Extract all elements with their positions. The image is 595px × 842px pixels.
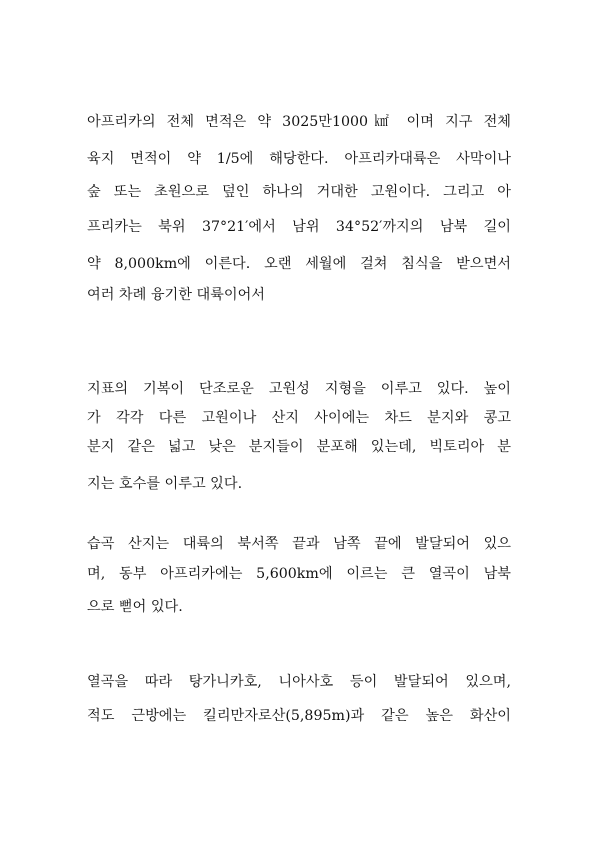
paragraph-2-line-2: 가 각각 다른 고원이나 산지 사이에는 차드 분지와 콩고 bbox=[87, 410, 511, 426]
paragraph-1-line-1: 아프리카의 전체 면적은 약 3025만1000㎢ 이며 지구 전체 bbox=[87, 114, 511, 130]
paragraph-2-line-1: 지표의 기복이 단조로운 고원성 지형을 이루고 있다. 높이 bbox=[87, 381, 511, 397]
paragraph-1-line-6: 여러 차례 융기한 대륙이어서 bbox=[87, 287, 265, 303]
paragraph-1-line-3: 숲 또는 초원으로 덮인 하나의 거대한 고원이다. 그리고 아 bbox=[87, 184, 511, 200]
paragraph-2-line-3: 분지 같은 넓고 낮은 분지들이 분포해 있는데, 빅토리아 분 bbox=[87, 439, 511, 455]
paragraph-3-line-1: 습곡 산지는 대륙의 북서쪽 끝과 남쪽 끝에 발달되어 있으 bbox=[87, 536, 511, 552]
paragraph-3-line-2: 며, 동부 아프리카에는 5,600km에 이르는 큰 열곡이 남북 bbox=[87, 566, 511, 582]
paragraph-4-line-2: 적도 근방에는 킬리만자로산(5,895m)과 같은 높은 화산이 bbox=[87, 708, 511, 724]
paragraph-4-line-1: 열곡을 따라 탕가니카호, 니아사호 등이 발달되어 있으며, bbox=[87, 674, 511, 690]
paragraph-1-line-5: 약 8,000km에 이른다. 오랜 세월에 걸쳐 침식을 받으면서 bbox=[87, 256, 511, 272]
paragraph-2-line-4: 지는 호수를 이루고 있다. bbox=[87, 476, 243, 492]
paragraph-1-line-4: 프리카는 북위 37°21′에서 남위 34°52′까지의 남북 길이 bbox=[87, 219, 511, 235]
paragraph-3-line-3: 으로 뻗어 있다. bbox=[87, 599, 183, 615]
paragraph-1-line-2: 육지 면적이 약 1/5에 해당한다. 아프리카대륙은 사막이나 bbox=[87, 151, 511, 167]
